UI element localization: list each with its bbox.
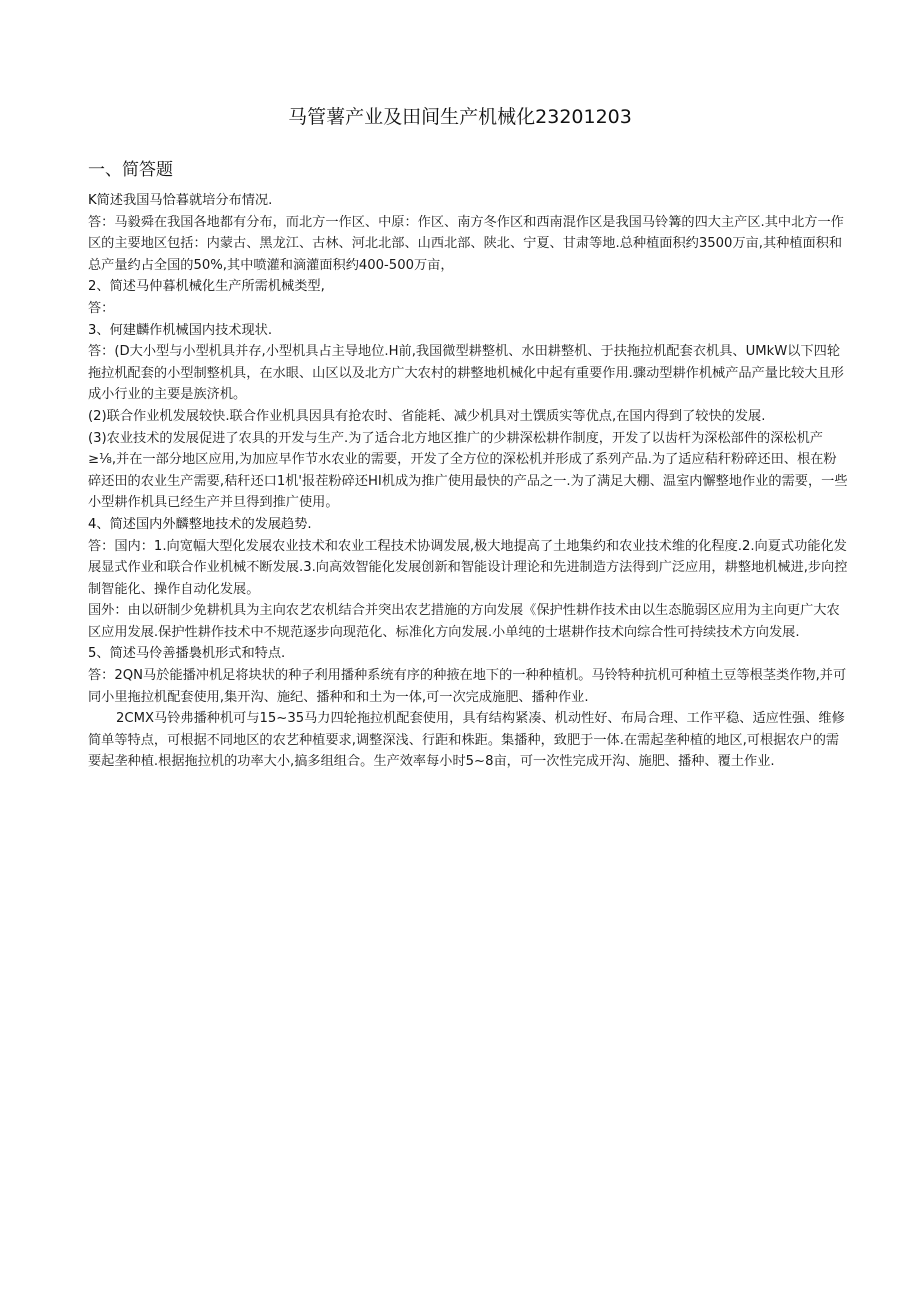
answer-5-part-1: 答：2QN马於能播冲机足将块状的种子利用播种系统有序的种掖在地下的一种种植机。马铃特种抗机可种植土豆等根茎类作物,并可同小里拖拉机配套使用,集开沟、施纪、播种和和土为一体,可一次完成施肥、播种作业. <box>88 668 847 705</box>
answer-3-part-3: (3)农业技术的发展促进了农具的开发与生产.为了适合北方地区推广的少耕深松耕作制度，开发了以齿杆为深松部件的深松机产≥⅛,并在一部分地区应用,为加应早作节水农业的需要，开发了全方位的深松机并形成了系列产品.为了适应秸秆粉碎还田、根在粉碎还田的农业生产需要,秸秆还口1机'报茬粉碎还HI机成为推广使用最快的产品之一.为了满足大棚、温室内懈整地作业的需要，一些小型耕作机具已经生产并旦得到推广使用。 <box>88 430 848 511</box>
question-4: 4、简述国内外麟整地技术的发展趋势. <box>88 516 312 532</box>
question-2: 2、简述马仲暮机械化生产所需机械类型, <box>88 279 325 295</box>
answer-3-part-2: (2)联合作业机发展较快.联合作业机具因具有抢农时、省能耗、减少机具对土馔质实等优点,在国内得到了较快的发展. <box>88 408 766 424</box>
answer-5-part-2: 2CMX马铃弗播种机可与15~35马力四轮拖拉机配套使用，具有结构紧凑、机动性好、布局合理、工作平稳、适应性强、维修简单等特点，可根据不同地区的农艺种植要求,调整深浅、行距和株距。集播种，致肥于一体.在需起垄种植的地区,可根据农户的需要起垄种植.根据拖拉机的功率大小,搞多组组合。生产效率每小时5~8亩，可一次性完成开沟、施肥、播种、覆土作业. <box>88 711 845 770</box>
document-body <box>88 190 848 773</box>
answer-1: 答：马毅舜在我国各地都有分布，而北方一作区、中原：作区、南方冬作区和西南混作区是我国马铃篝的四大主产区.其中北方一作区的主要地区包括：内蒙古、黑龙江、古林、河北北部、山西北部、陕北、宁夏、甘肃等地.总种植面积约3500万亩,其种植面积和总产量约占全国的50%,其中喷灌和滴灌面积约400-500万亩， <box>88 214 844 273</box>
answer-4-foreign: 国外：由以研制少免耕机具为主向农艺农机结合并突出农艺措施的方向发展《保护性耕作技术由以生态脆弱区应用为主向更广大农区应用发展.保护性耕作技术中不规范逐步向现范化、标准化方向发展.小单纯的士堪耕作技术向综合性可持续技术方向发展. <box>88 603 840 640</box>
answer-2: 答： <box>88 300 115 316</box>
question-5: 5、简述马伶善播裊机形式和特点. <box>88 646 286 662</box>
section-heading: 一、简答题 <box>88 160 173 180</box>
answer-3-part-1: 答：(D大小型与小型机具并存,小型机具占主导地位.H前,我国微型耕整机、水田耕整机、于扶拖拉机配套衣机具、UMkW以下四轮拖拉机配套的小型制整机具，在水眼、山区以及北方广大农村的耕整地机械化中起有重要作用.骤动型耕作机械产品产量比较大且形成小行业的主要是族济机。 <box>88 344 844 403</box>
document-title: 马管薯产业及田间生产机械化23201203 <box>288 106 632 128</box>
question-3: 3、何建麟作机械国内技术现状. <box>88 322 273 338</box>
question-1: K简述我国马恰暮就培分布情况. <box>88 193 273 208</box>
answer-4-domestic: 答：国内：1.向宽幅大型化发展农业技术和农业工程技术协调发展,极大地提高了土地集约和农业技术维的化程度.2.向夏式功能化发展显式作业和联合作业机械不断发展.3.向高效智能化发展创新和智能设计理论和先进制造方法得到广泛应用，耕整地机械进,步向控制智能化、操作自动化发展。 <box>88 538 848 597</box>
